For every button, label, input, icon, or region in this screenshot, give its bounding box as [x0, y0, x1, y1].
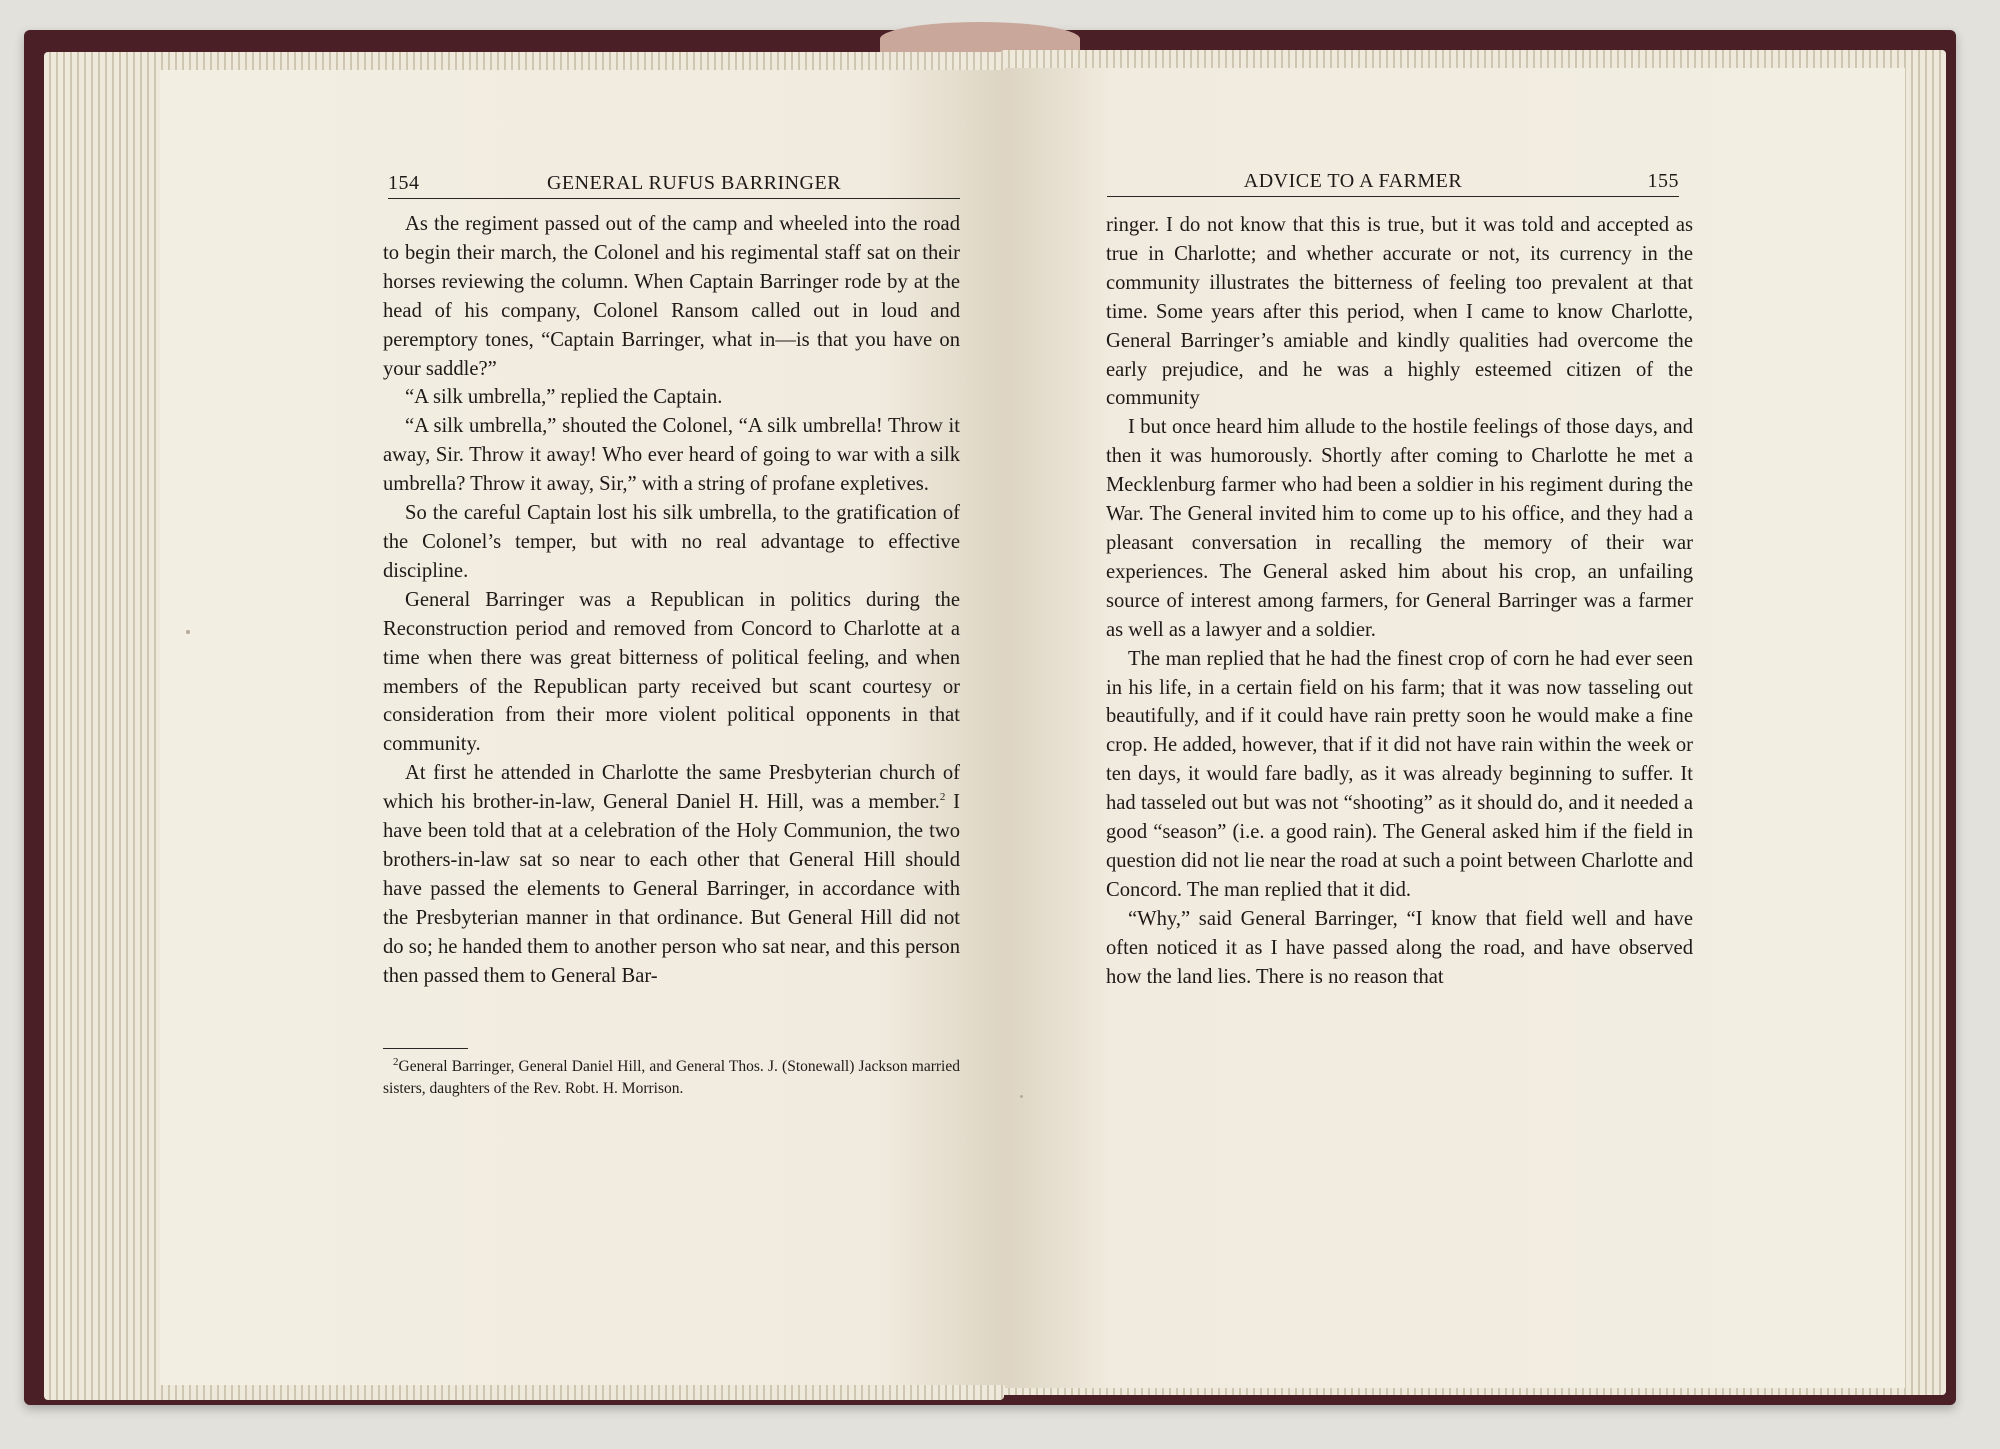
paragraph: As the regiment passed out of the camp and wheeled into the road to begin their march, the Colonel and his regimental staff sat on their horses reviewing the column. When Captain Barringer rode by at the head of his company, Colonel Ransom called out in loud and peremptory tones, “Captain Barringer, what in—is that you have on your saddle?” [383, 213, 960, 380]
right-body-text [1106, 211, 1693, 991]
paragraph: “Why,” said General Barringer, “I know that field well and have often noticed it as I have passed along the road, and have observed how the land lies. There is no reason that [1106, 907, 1693, 988]
paragraph-with-note [383, 759, 960, 990]
paper-speck [1020, 1095, 1023, 1098]
footnote [383, 1056, 960, 1100]
right-running-title: ADVICE TO A FARMER [1243, 170, 1463, 192]
paragraph: General Barringer was a Republican in politics during the Reconstruction period and removed from Concord to Charlotte at a time when there was great bitterness of political feeling, and when members of the Republican party received but scant courtesy or consideration from their more violent political opponents in that community. [383, 588, 960, 756]
right-running-head [1107, 170, 1679, 197]
left-running-title: GENERAL RUFUS BARRINGER [546, 172, 842, 194]
paper-speck [186, 630, 190, 634]
left-body-text [383, 210, 960, 990]
footnote-reference: 2 [939, 791, 946, 804]
paragraph: So the careful Captain lost his silk umbrella, to the gratification of the Colonel’s temper, but with no real advantage to effective discipline. [383, 502, 960, 582]
footnote-marker: 2 [393, 1055, 399, 1068]
left-page-number: 154 [388, 172, 420, 194]
footnote-rule [383, 1048, 468, 1049]
paragraph: “A silk umbrella,” shouted the Colonel, “A silk umbrella! Throw it away, Sir. Throw it away! Who ever heard of going to war with a silk umbrella? Throw it away, Sir,” with a string of profane expletives. [383, 415, 960, 496]
right-page-number: 155 [1647, 170, 1679, 192]
paragraph-text: At first he attended in Charlotte the same Presbyterian church of which his brother-in-law, General Daniel H. Hill, was a member. [383, 762, 960, 814]
continued-paragraph: ringer. I do not know that this is true, but it was told and accepted as true in Charlotte; and whether accurate or not, its currency in the community illustrates the bitterness of feeling too prevalent at that time. Some years after this period, when I came to know Charlotte, General Barringer’s amiable and kindly qualities had overcome the early prejudice, and he was a highly esteemed citizen of the community [1106, 214, 1693, 410]
footnote-text: General Barringer, General Daniel Hill, and General Thos. J. (Stonewall) Jackson married sisters, daughters of the Rev. Robt. H. Morrison. [383, 1058, 960, 1097]
paragraph-text: I have been told that at a celebration of the Holy Communion, the two brothers-in-law sat so near to each other that General Hill should have passed the elements to General Barringer, in accordance with the Presbyterian manner in that ordinance. But General Hill did not do so; he handed them to another person who sat near, and this person then passed them to General Bar- [383, 791, 961, 987]
paragraph: The man replied that he had the finest crop of corn he had ever seen in his life, in a certain field on his farm; that it was now tasseling out beautifully, and if it could have rain pretty soon he would make a fine crop. He added, however, that if it did not have rain within the week or ten days, it would fare badly, as it was already beginning to suffer. It had tasseled out but was not “shooting” as it should do, and it needed a good “season” (i.e. a good rain). The General asked him if the field in question did not lie near the road at such a point between Charlotte and Concord. The man replied that it did. [1106, 647, 1693, 901]
paragraph: “A silk umbrella,” replied the Captain. [405, 386, 723, 409]
paragraph: I but once heard him allude to the hostile feelings of those days, and then it was humorously. Shortly after coming to Charlotte he met a Mecklenburg farmer who had been a soldier in his regiment during the War. The General invited him to come up to his office, and they had a pleasant conversation in recalling the memory of their war experiences. The General asked him about his crop, an unfailing source of interest among farmers, for General Barringer was a farmer as well as a lawyer and a soldier. [1106, 416, 1693, 641]
left-running-head [388, 172, 960, 199]
